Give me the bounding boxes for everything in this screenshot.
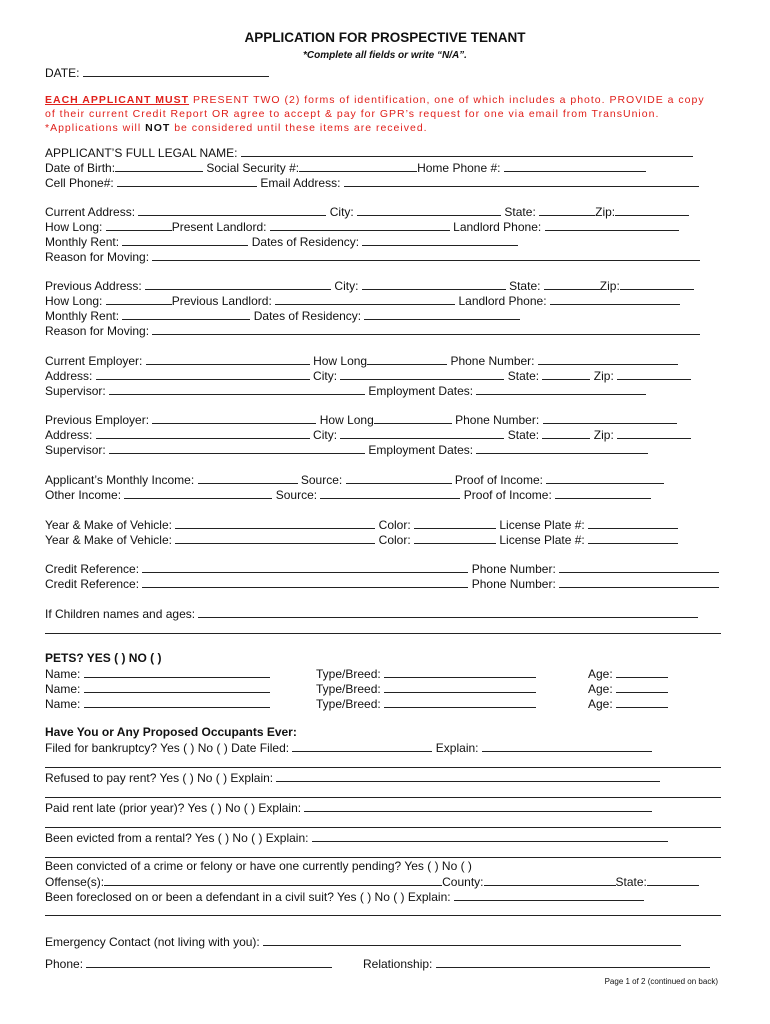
bankruptcy-explain-field[interactable] [482,740,652,752]
current-city-field[interactable] [357,204,501,216]
pet-name-label: Name: [45,667,81,681]
previous-landlord-phone-label: Landlord Phone: [458,294,547,308]
bankruptcy-label: Filed for bankruptcy? Yes ( ) No ( ) Date Filed: [45,741,290,755]
monthly-income-row [45,472,664,488]
cell-row [45,175,699,191]
current-address-label: Current Address: [45,205,136,219]
instructions: *Complete all fields or write “N/A”. [303,50,467,61]
previous-landlord-phone-field[interactable] [550,293,680,305]
current-rent-row [45,234,518,250]
current-employer-how-long-label: How Long [313,354,368,368]
refused-explain-field[interactable] [276,770,660,782]
previous-state-field[interactable] [544,278,600,290]
vehicle-make-label: Year & Make of Vehicle: [45,533,172,547]
current-employer-address-row [45,368,691,384]
other-income-field[interactable] [124,487,272,499]
other-income-row [45,487,651,503]
occupants-heading: Have You or Any Proposed Occupants Ever: [45,725,297,739]
current-city-label: City: [329,205,354,219]
pet-row-2 [45,681,270,697]
previous-employer-how-long-label: How Long [319,413,374,427]
previous-employer-phone-field[interactable] [543,412,677,424]
previous-employer-state-label: State: [507,428,540,442]
previous-supervisor-field[interactable] [109,442,365,454]
current-how-long-label: How Long: [45,220,103,234]
previous-employer-how-long-field[interactable] [374,412,452,424]
pet-name-label: Name: [45,697,81,711]
income-source-field[interactable] [346,472,452,484]
credit-phone-label: Phone Number: [471,577,556,591]
current-employment-dates-label: Employment Dates: [368,384,474,398]
children-field-line-2[interactable] [45,633,721,634]
offense-field[interactable] [104,874,442,886]
license-plate-field-2[interactable] [588,532,678,544]
current-dates-label: Dates of Residency: [251,235,360,249]
previous-employer-field[interactable] [152,412,316,424]
pet-type-field-1[interactable] [384,666,536,678]
income-proof-label: Proof of Income: [454,473,543,487]
refused-label: Refused to pay rent? Yes ( ) No ( ) Explain: [45,771,274,785]
current-employer-city-label: City: [313,369,338,383]
pet-age-label: Age: [588,682,613,696]
foreclosed-explain-field[interactable] [454,889,644,901]
pet-type-field-3[interactable] [384,696,536,708]
previous-employer-zip-label: Zip: [593,428,614,442]
children-field[interactable] [198,606,698,618]
previous-address-label: Previous Address: [45,279,142,293]
previous-employment-dates-label: Employment Dates: [368,443,474,457]
other-proof-label: Proof of Income: [463,488,552,502]
current-zip-field[interactable] [615,204,689,216]
credit-row-2 [45,576,719,592]
current-employer-state-field[interactable] [542,368,590,380]
other-source-field[interactable] [320,487,460,499]
page-title: APPLICATION FOR PROSPECTIVE TENANT [244,30,526,45]
previous-city-label: City: [334,279,359,293]
county-field[interactable] [484,874,616,886]
current-state-label: State: [504,205,536,219]
current-landlord-row [45,219,679,235]
vehicle-color-field-2[interactable] [414,532,496,544]
foreclosed-explain-line-2[interactable] [45,915,721,916]
previous-rent-row [45,308,520,324]
current-employer-row [45,353,678,369]
pet-type-1 [316,666,536,682]
current-reason-row [45,249,700,265]
previous-employer-address-label: Address: [45,428,93,442]
cell-field[interactable] [117,175,257,187]
credit-phone-label: Phone Number: [471,562,556,576]
pet-age-1 [588,666,668,682]
page-footer: Page 1 of 2 (continued on back) [604,977,718,986]
current-zip-label: Zip: [595,205,616,219]
license-plate-label: License Plate #: [499,518,585,532]
pets-heading: PETS? YES ( ) NO ( ) [45,651,162,665]
children-label: If Children names and ages: [45,607,196,621]
previous-state-label: State: [509,279,541,293]
previous-rent-label: Monthly Rent: [45,309,120,323]
notice-not: NOT [145,122,171,134]
previous-city-field[interactable] [362,278,506,290]
pet-age-field-1[interactable] [616,666,668,678]
previous-address-field[interactable] [145,278,331,290]
convicted-row: Been convicted of a crime or felony or have one currently pending? Yes ( ) No ( ) [45,859,472,873]
pet-age-2 [588,681,668,697]
credit-reference-label: Credit Reference: [45,562,140,576]
current-employer-city-field[interactable] [340,368,504,380]
dob-field[interactable] [115,160,203,172]
full-name-field[interactable] [241,145,693,157]
pet-type-2 [316,681,536,697]
emergency-phone-field[interactable] [86,956,332,968]
pet-type-label: Type/Breed: [316,682,381,696]
cell-label: Cell Phone#: [45,176,114,190]
current-employer-how-long-field[interactable] [367,353,447,365]
evicted-explain-line-2[interactable] [45,857,721,858]
credit-phone-field-2[interactable] [559,576,719,588]
current-employer-state-label: State: [507,369,540,383]
current-rent-label: Monthly Rent: [45,235,120,249]
vehicle-row-2 [45,532,678,548]
previous-zip-label: Zip: [599,279,620,293]
pet-age-3 [588,696,668,712]
emergency-contact-field[interactable] [263,934,681,946]
current-employer-zip-field[interactable] [617,368,691,380]
previous-employment-dates-field[interactable] [476,442,648,454]
late-label: Paid rent late (prior year)? Yes ( ) No ( ) Explain: [45,801,302,815]
evicted-explain-field[interactable] [312,830,668,842]
current-supervisor-label: Supervisor: [45,384,106,398]
previous-supervisor-row [45,442,648,458]
foreclosed-label: Been foreclosed on or been a defendant in a civil suit? Yes ( ) No ( ) Explain: [45,890,451,904]
previous-employer-city-field[interactable] [340,427,504,439]
pet-age-label: Age: [588,667,613,681]
current-employment-dates-field[interactable] [476,383,646,395]
current-supervisor-row [45,383,646,399]
current-employer-label: Current Employer: [45,354,143,368]
vehicle-make-field-1[interactable] [175,517,375,529]
previous-employer-row [45,412,677,428]
evicted-label: Been evicted from a rental? Yes ( ) No ( ) Explain: [45,831,309,845]
previous-rent-field[interactable] [122,308,250,320]
present-landlord-field[interactable] [270,219,450,231]
credit-row-1 [45,561,719,577]
previous-landlord-field[interactable] [275,293,455,305]
bankruptcy-row [45,740,652,756]
offense-row [45,874,699,890]
previous-address-row [45,278,694,294]
previous-employer-address-row [45,427,691,443]
current-employer-phone-field[interactable] [538,353,678,365]
current-reason-label: Reason for Moving: [45,250,150,264]
previous-employer-zip-field[interactable] [617,427,691,439]
other-proof-field[interactable] [555,487,651,499]
pet-age-field-2[interactable] [616,681,668,693]
notice-text-end: be considered until these items are received. [170,122,428,134]
credit-phone-field-1[interactable] [559,561,719,573]
credit-reference-field-2[interactable] [142,576,468,588]
vehicle-make-field-2[interactable] [175,532,375,544]
date-row [45,65,269,81]
home-phone-label: Home Phone #: [417,161,501,175]
refused-row [45,770,660,786]
monthly-income-label: Applicant’s Monthly Income: [45,473,195,487]
vehicle-color-field-1[interactable] [414,517,496,529]
current-how-long-field[interactable] [106,219,172,231]
previous-reason-label: Reason for Moving: [45,324,150,338]
current-employer-address-label: Address: [45,369,93,383]
pet-name-field-3[interactable] [84,696,270,708]
notice-lead: EACH APPLICANT MUST [45,94,190,106]
vehicle-color-label: Color: [378,518,411,532]
vehicle-row-1 [45,517,678,533]
current-state-field[interactable] [539,204,595,216]
current-rent-field[interactable] [122,234,248,246]
relationship-field[interactable] [436,956,710,968]
current-landlord-phone-field[interactable] [545,219,679,231]
pet-name-field-2[interactable] [84,681,270,693]
emergency-phone-label: Phone: [45,957,84,971]
relationship-label: Relationship: [363,957,433,971]
previous-reason-row [45,323,700,339]
full-name-row [45,145,693,161]
vehicle-make-label: Year & Make of Vehicle: [45,518,172,532]
late-explain-line-2[interactable] [45,827,721,828]
current-landlord-phone-label: Landlord Phone: [453,220,542,234]
dob-row [45,160,646,176]
previous-dates-field[interactable] [364,308,520,320]
pet-row-1 [45,666,270,682]
foreclosed-row [45,889,644,905]
offense-label: Offense(s): [45,875,105,889]
refused-explain-line-2[interactable] [45,797,721,798]
previous-employer-label: Previous Employer: [45,413,150,427]
previous-landlord-label: Previous Landlord: [171,294,272,308]
previous-how-long-field[interactable] [106,293,172,305]
current-address-row [45,204,689,220]
present-landlord-label: Present Landlord: [171,220,267,234]
previous-how-long-label: How Long: [45,294,103,308]
pet-type-label: Type/Breed: [316,697,381,711]
credit-reference-field-1[interactable] [142,561,468,573]
previous-zip-field[interactable] [620,278,694,290]
late-explain-field[interactable] [304,800,652,812]
email-field[interactable] [344,175,699,187]
id-notice [45,93,715,135]
children-row [45,606,698,622]
offense-state-label: State: [615,875,647,889]
late-row [45,800,652,816]
current-employer-address-field[interactable] [96,368,310,380]
bankruptcy-explain-label: Explain: [435,741,479,755]
previous-employer-city-label: City: [313,428,338,442]
bankruptcy-explain-line-2[interactable] [45,767,721,768]
previous-employer-state-field[interactable] [542,427,590,439]
dob-label: Date of Birth: [45,161,116,175]
relationship-row [363,956,710,972]
pet-type-label: Type/Breed: [316,667,381,681]
previous-employer-phone-label: Phone Number: [455,413,540,427]
current-employer-zip-label: Zip: [593,369,614,383]
emergency-contact-row [45,934,681,950]
credit-reference-label: Credit Reference: [45,577,140,591]
pet-age-field-3[interactable] [616,696,668,708]
pet-age-label: Age: [588,697,613,711]
current-employer-phone-label: Phone Number: [450,354,535,368]
license-plate-field-1[interactable] [588,517,678,529]
pet-row-3 [45,696,270,712]
county-label: County: [442,875,484,889]
notice-text: PRESENT TWO (2) forms of identification, one of which includes a photo. PROVIDE a copy of their current Credit Report OR agree to accept & pay for GPR’s request for one via email from TransUnion. *Applications will [45,94,705,134]
full-name-label: APPLICANT’S FULL LEGAL NAME: [45,146,238,160]
other-source-label: Source: [275,488,318,502]
current-supervisor-field[interactable] [109,383,365,395]
current-reason-field[interactable] [152,249,700,261]
pet-type-field-2[interactable] [384,681,536,693]
previous-supervisor-label: Supervisor: [45,443,106,457]
pet-name-label: Name: [45,682,81,696]
date-label: DATE: [45,66,80,80]
income-proof-field[interactable] [546,472,664,484]
previous-reason-field[interactable] [152,323,700,335]
ssn-field[interactable] [299,160,417,172]
current-employer-field[interactable] [146,353,310,365]
previous-landlord-row [45,293,680,309]
email-label: Email Address: [260,176,341,190]
license-plate-label: License Plate #: [499,533,585,547]
evicted-row [45,830,668,846]
current-dates-field[interactable] [362,234,518,246]
offense-state-field[interactable] [647,874,699,886]
current-address-field[interactable] [138,204,326,216]
emergency-contact-label: Emergency Contact (not living with you): [45,935,260,949]
other-income-label: Other Income: [45,488,122,502]
vehicle-color-label: Color: [378,533,411,547]
date-field[interactable] [83,65,269,77]
pet-name-field-1[interactable] [84,666,270,678]
previous-employer-address-field[interactable] [96,427,310,439]
ssn-label: Social Security #: [206,161,300,175]
bankruptcy-date-field[interactable] [292,740,432,752]
emergency-phone-row [45,956,332,972]
home-phone-field[interactable] [504,160,646,172]
pet-type-3 [316,696,536,712]
previous-dates-label: Dates of Residency: [253,309,362,323]
monthly-income-field[interactable] [198,472,298,484]
income-source-label: Source: [300,473,343,487]
